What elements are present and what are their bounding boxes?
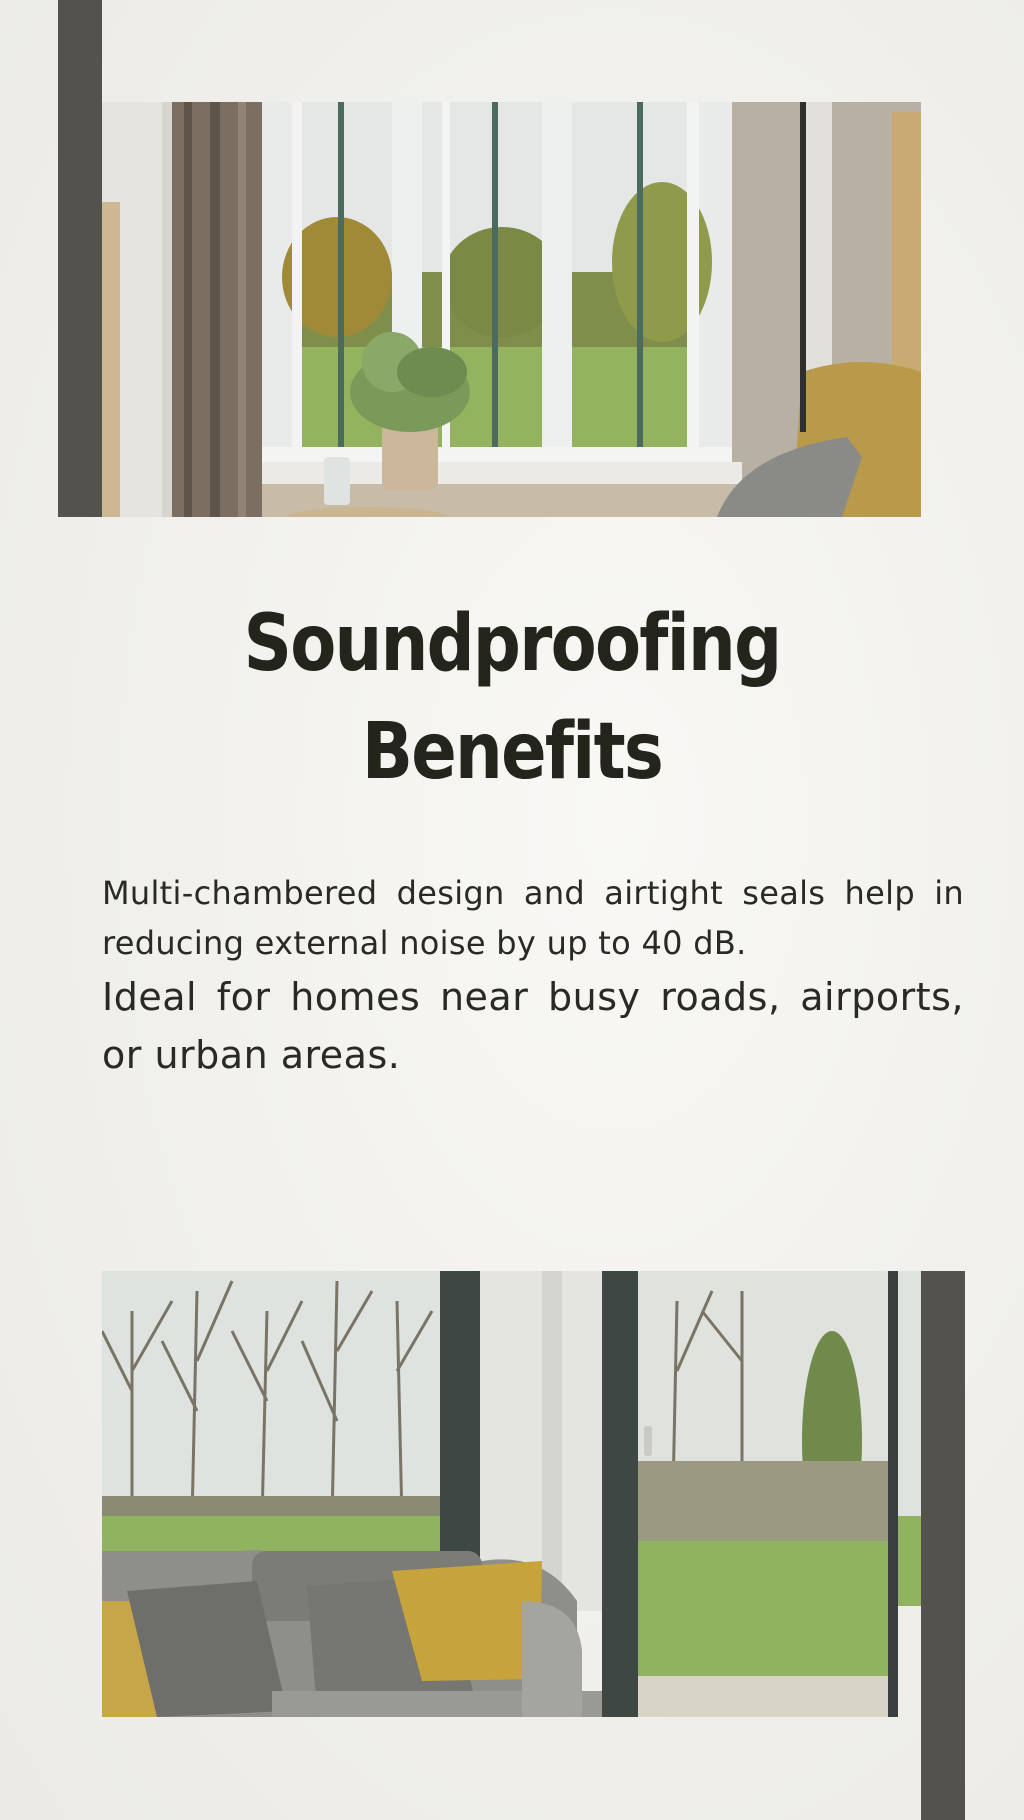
body-text xyxy=(102,868,964,1084)
body-paragraph-ideal-locations: Ideal for homes near busy roads, airports, or urban areas. xyxy=(102,975,964,1077)
window-photo-illustration xyxy=(102,102,921,517)
living-room-photo xyxy=(102,1271,921,1717)
body-paragraph-noise-reduction: Multi-chambered design and airtight seals help in reducing external noise by up to 40 dB. xyxy=(102,874,964,962)
living-room-photo-illustration xyxy=(102,1271,921,1717)
accent-bar-left xyxy=(58,0,102,517)
accent-bar-right xyxy=(921,1271,965,1820)
page-title: Soundproofing Benefits xyxy=(243,599,781,797)
window-photo xyxy=(102,102,921,517)
